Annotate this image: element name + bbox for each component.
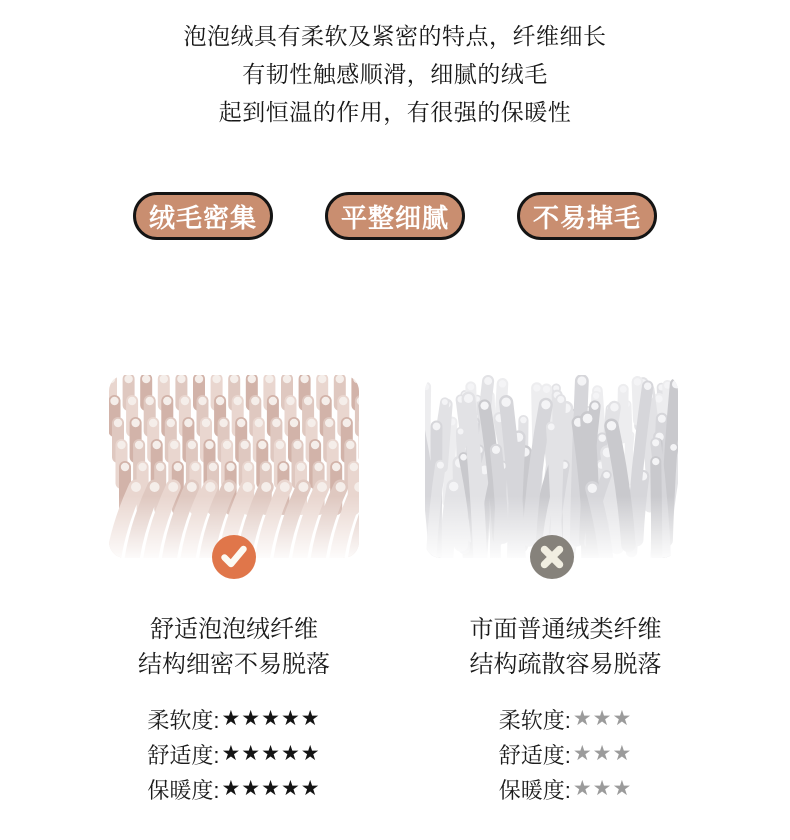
rating-stars: ★★★★★ — [221, 707, 321, 730]
fiber-image-wrap — [425, 375, 678, 558]
cross-badge — [530, 535, 574, 579]
dense-fiber-image — [109, 375, 359, 558]
right-ratings — [439, 707, 692, 803]
feature-pill-dense-fluff — [133, 192, 273, 240]
rating-label: 舒适度: — [498, 742, 571, 768]
rating-stars: ★★★★★ — [221, 777, 321, 800]
rating-stars: ★★★★★ — [221, 742, 321, 765]
rating-stars: ★★★ — [572, 742, 633, 765]
feature-pill-label: 不易掉毛 — [532, 202, 641, 233]
rating-row-softness — [147, 707, 321, 733]
right-title-line-2: 结构疏散容易脱落 — [469, 651, 662, 678]
rating-label: 保暖度: — [498, 777, 571, 803]
comparison-column-bubble-fleece — [109, 375, 359, 803]
left-card-title — [109, 612, 359, 682]
rating-row-softness — [498, 707, 633, 733]
left-title-line-2: 结构细密不易脱落 — [138, 651, 330, 678]
rating-row-warmth — [147, 777, 321, 803]
cross-icon — [530, 535, 574, 579]
rating-stars: ★★★ — [572, 707, 633, 730]
left-title-line-1: 舒适泡泡绒纤维 — [150, 616, 318, 643]
rating-label: 保暖度: — [147, 777, 220, 803]
right-title-line-1: 市面普通绒类纤维 — [469, 616, 662, 643]
rating-row-warmth — [498, 777, 633, 803]
feature-pill-label: 绒毛密集 — [148, 202, 257, 233]
rating-stars: ★★★ — [572, 777, 633, 800]
comparison-column-ordinary-fleece — [425, 375, 678, 803]
feature-pill-label: 平整细腻 — [340, 202, 449, 233]
rating-row-comfort — [147, 742, 321, 768]
intro-line-3: 起到恒温的作用，有很强的保暖性 — [218, 99, 572, 125]
feature-pill-smooth-flat — [325, 192, 465, 240]
rating-row-comfort — [498, 742, 633, 768]
left-ratings — [109, 707, 359, 803]
check-badge — [212, 535, 256, 579]
feature-pills — [0, 192, 790, 240]
check-icon — [212, 535, 256, 579]
rating-label: 柔软度: — [147, 707, 220, 733]
intro-line-1: 泡泡绒具有柔软及紧密的特点，纤维细长 — [183, 23, 607, 49]
sparse-fiber-image — [425, 375, 678, 558]
fiber-image-wrap — [109, 375, 359, 558]
feature-pill-no-shedding — [517, 192, 657, 240]
intro-text — [0, 17, 790, 131]
right-card-title — [439, 612, 692, 682]
rating-label: 舒适度: — [147, 742, 220, 768]
intro-line-2: 有韧性触感顺滑，细腻的绒毛 — [242, 61, 548, 87]
rating-label: 柔软度: — [498, 707, 571, 733]
